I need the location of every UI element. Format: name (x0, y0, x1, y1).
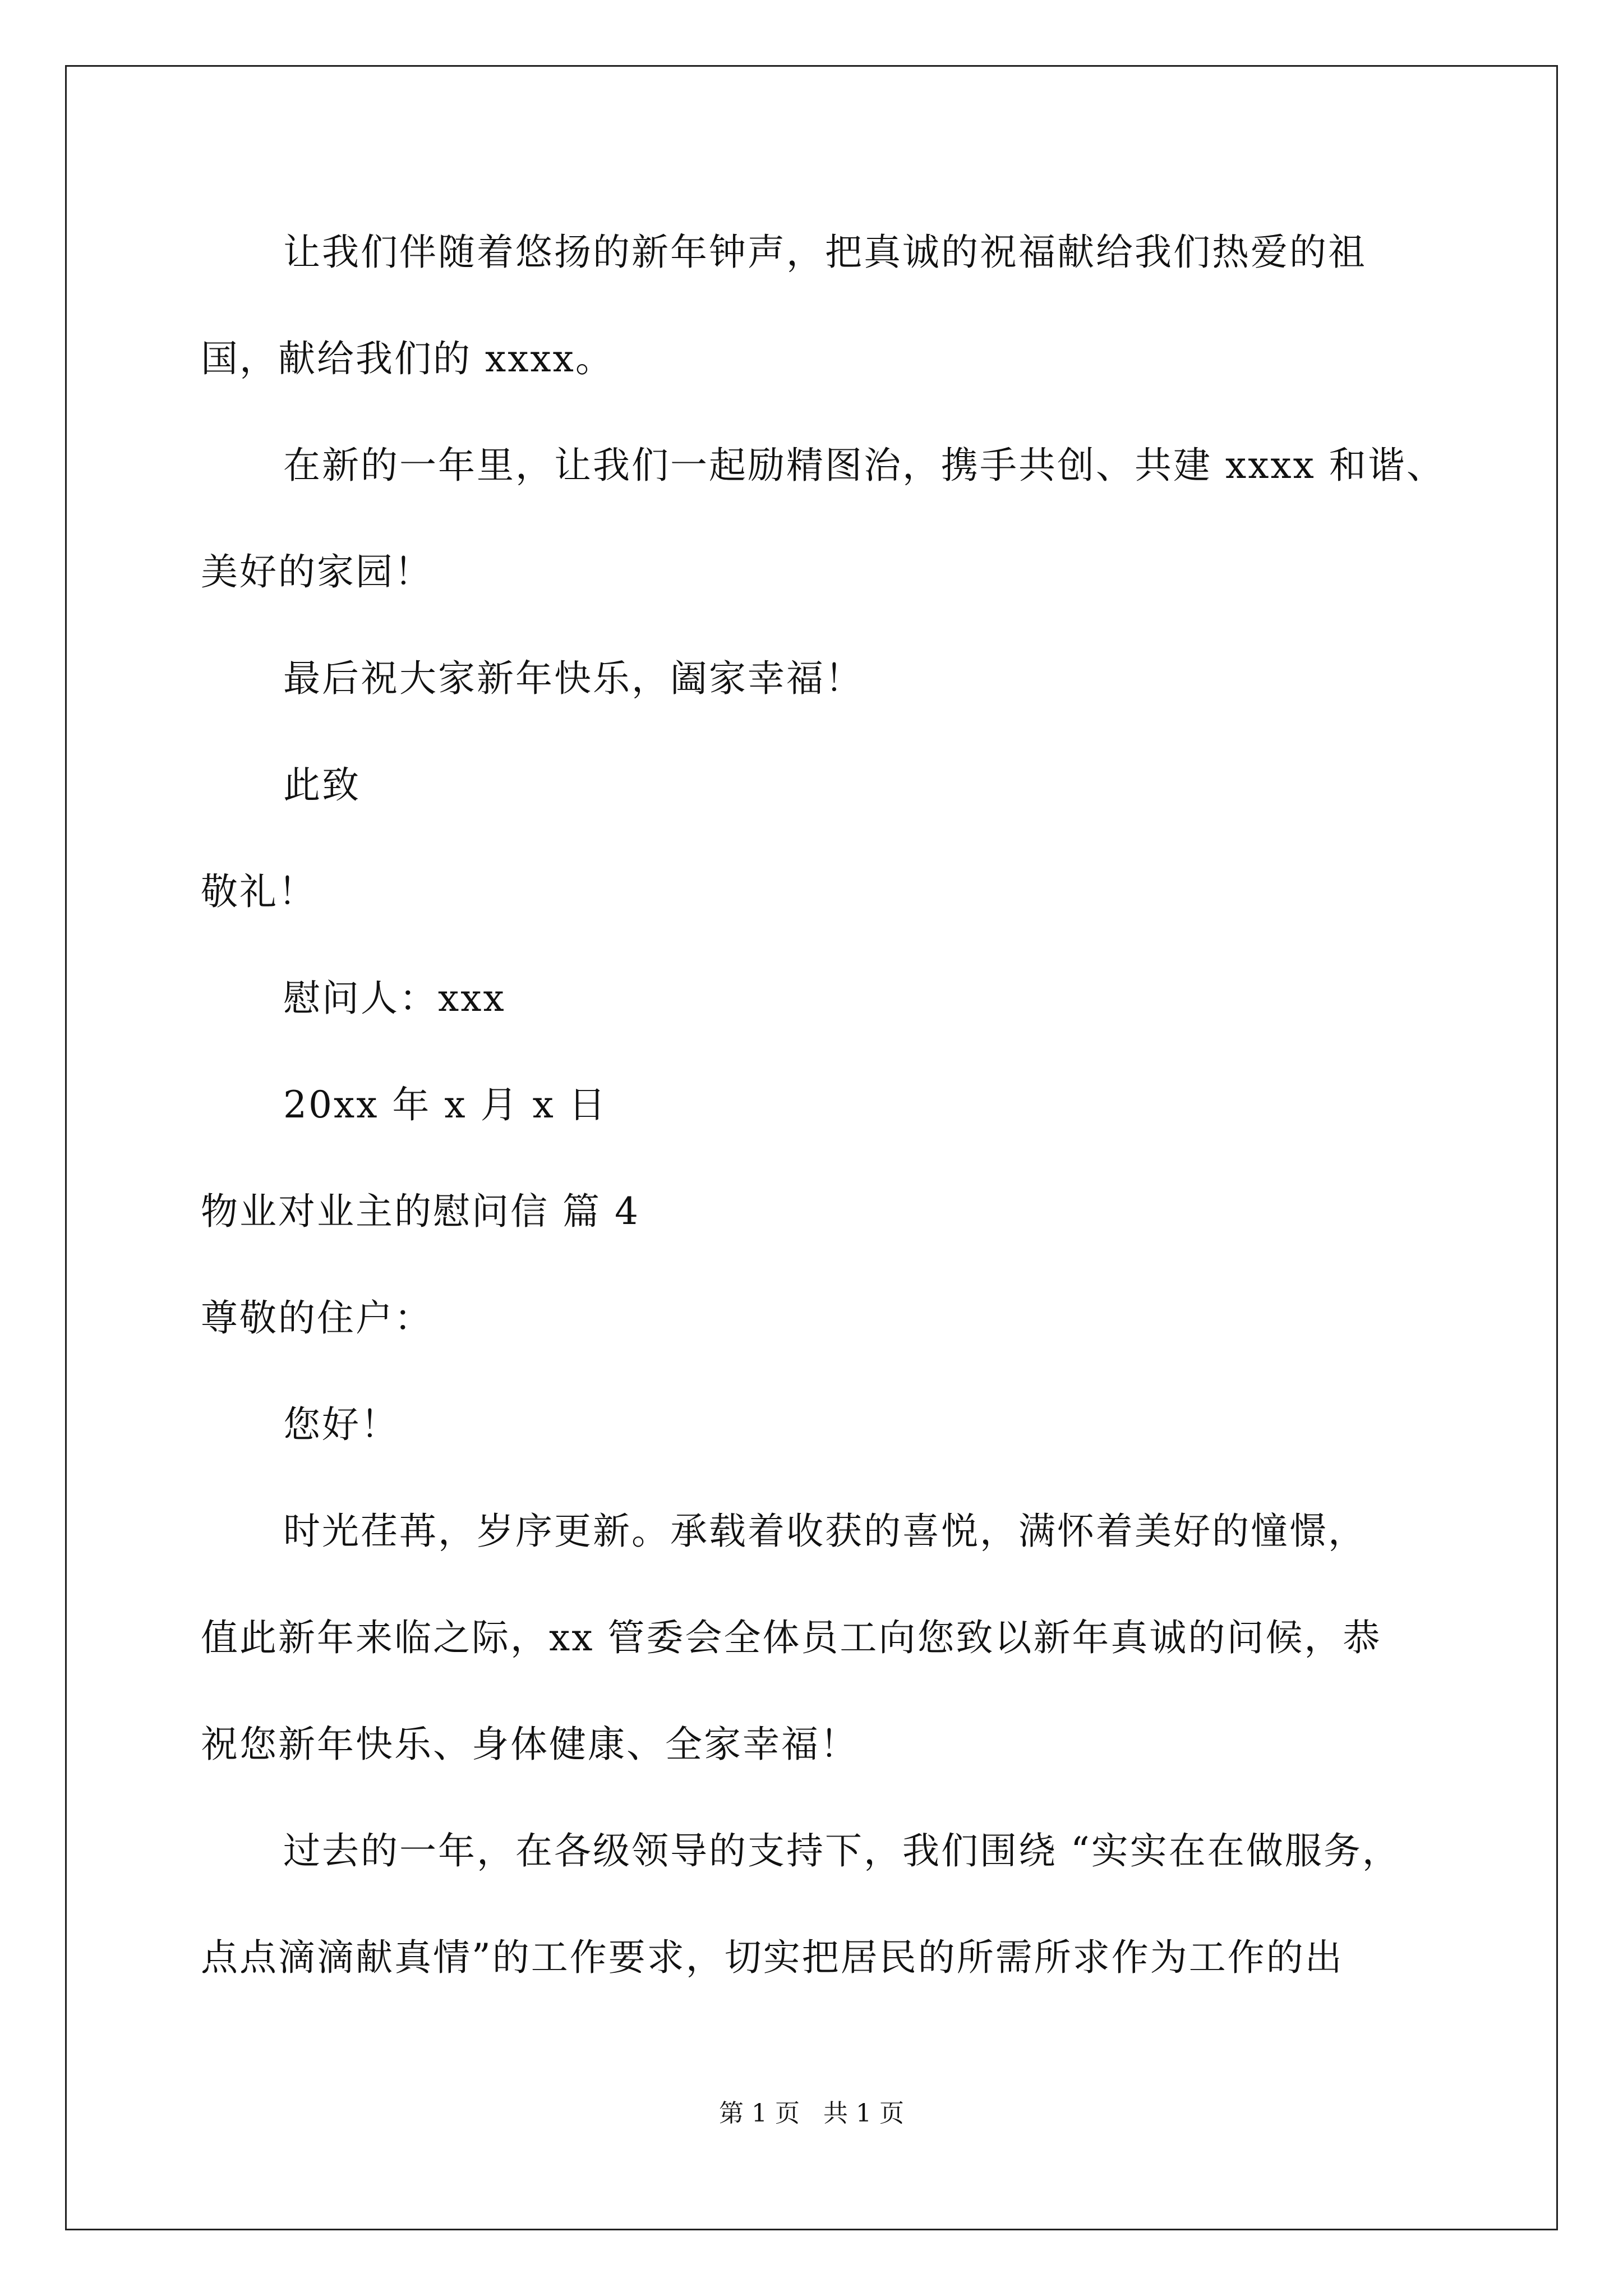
paragraph-line: 祝您新年快乐、身体健康、全家幸福！ (201, 1723, 859, 1766)
paragraph-line: 时光荏苒，岁序更新。承载着收获的喜悦，满怀着美好的憧憬， (283, 1510, 1367, 1553)
salutation: 敬礼！ (201, 870, 317, 913)
paragraph-line: 国，献给我们的 xxxx。 (201, 337, 614, 380)
paragraph-line: 美好的家园！ (201, 550, 433, 593)
paragraph-line: 过去的一年，在各级领导的支持下，我们围绕 “实实在在做服务， (283, 1829, 1401, 1872)
signature-line: 慰问人：xxx (283, 977, 506, 1020)
closing-phrase: 此致 (283, 763, 361, 807)
page-border (65, 65, 1558, 2230)
paragraph-line: 值此新年来临之际，xx 管委会全体员工向您致以新年真诚的问候，恭 (201, 1616, 1382, 1659)
paragraph-line: 在新的一年里，让我们一起励精图治，携手共创、共建 xxxx 和谐、 (283, 444, 1445, 487)
paragraph-line: 让我们伴随着悠扬的新年钟声，把真诚的祝福献给我们热爱的祖 (283, 231, 1367, 274)
section-title: 物业对业主的慰问信 篇 4 (201, 1190, 640, 1233)
greeting: 尊敬的住户： (201, 1296, 433, 1340)
page-footer: 第 1 页 共 1 页 (719, 2099, 904, 2128)
greeting-hello: 您好！ (283, 1403, 399, 1446)
paragraph-line: 最后祝大家新年快乐，阖家幸福！ (283, 657, 864, 700)
paragraph-line: 点点滴滴献真情”的工作要求，切实把居民的所需所求作为工作的出 (201, 1936, 1344, 1979)
date-line: 20xx 年 x 月 x 日 (283, 1083, 607, 1126)
